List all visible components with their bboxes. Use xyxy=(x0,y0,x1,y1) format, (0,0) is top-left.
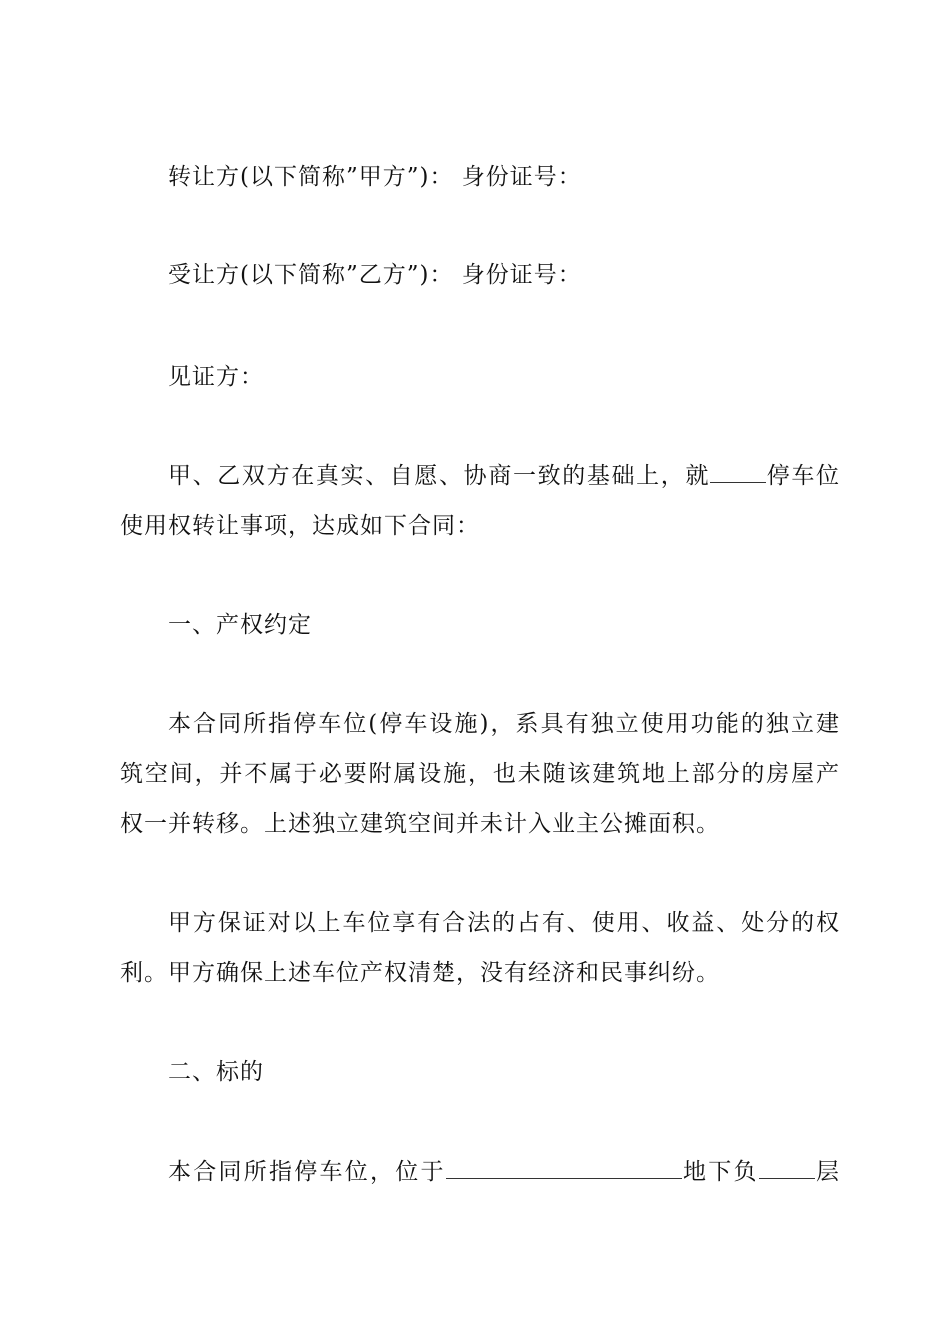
intro-line-2: 使用权转让事项，达成如下合同： xyxy=(120,513,480,539)
section-2-line-1 xyxy=(168,1157,840,1187)
section-1-heading: 一、产权约定 xyxy=(168,612,312,638)
intro-text-after-blank: 停车位 xyxy=(766,463,841,489)
basement-level-blank xyxy=(759,1158,815,1179)
party-b-line: 受让方(以下简称”乙方”)： 身份证号： xyxy=(168,262,582,288)
witness-line: 见证方： xyxy=(168,364,264,390)
party-a-line: 转让方(以下简称”甲方”)： 身份证号： xyxy=(168,164,582,190)
section-1-para-2-line-1: 甲方保证对以上车位享有合法的占有、使用、收益、处分的权 xyxy=(168,910,840,936)
section-2-text-before-blank: 本合同所指停车位，位于 xyxy=(168,1159,446,1185)
intro-line-1 xyxy=(168,461,840,491)
section-1-para-1-line-1: 本合同所指停车位(停车设施)，系具有独立使用功能的独立建 xyxy=(168,711,840,737)
section-1-para-1-line-3: 权一并转移。上述独立建筑空间并未计入业主公摊面积。 xyxy=(120,811,720,837)
section-2-text-after-blank: 层 xyxy=(814,1159,840,1185)
section-2-heading: 二、标的 xyxy=(168,1059,264,1085)
intro-text-before-blank: 甲、乙双方在真实、自愿、协商一致的基础上，就 xyxy=(168,463,711,489)
parking-location-blank xyxy=(710,462,766,483)
section-1-para-1-line-2: 筑空间，并不属于必要附属设施，也未随该建筑地上部分的房屋产 xyxy=(120,761,840,787)
parking-address-blank xyxy=(446,1158,682,1179)
section-1-para-2-line-2: 利。甲方确保上述车位产权清楚，没有经济和民事纠纷。 xyxy=(120,960,720,986)
section-2-text-middle: 地下负 xyxy=(681,1159,759,1185)
